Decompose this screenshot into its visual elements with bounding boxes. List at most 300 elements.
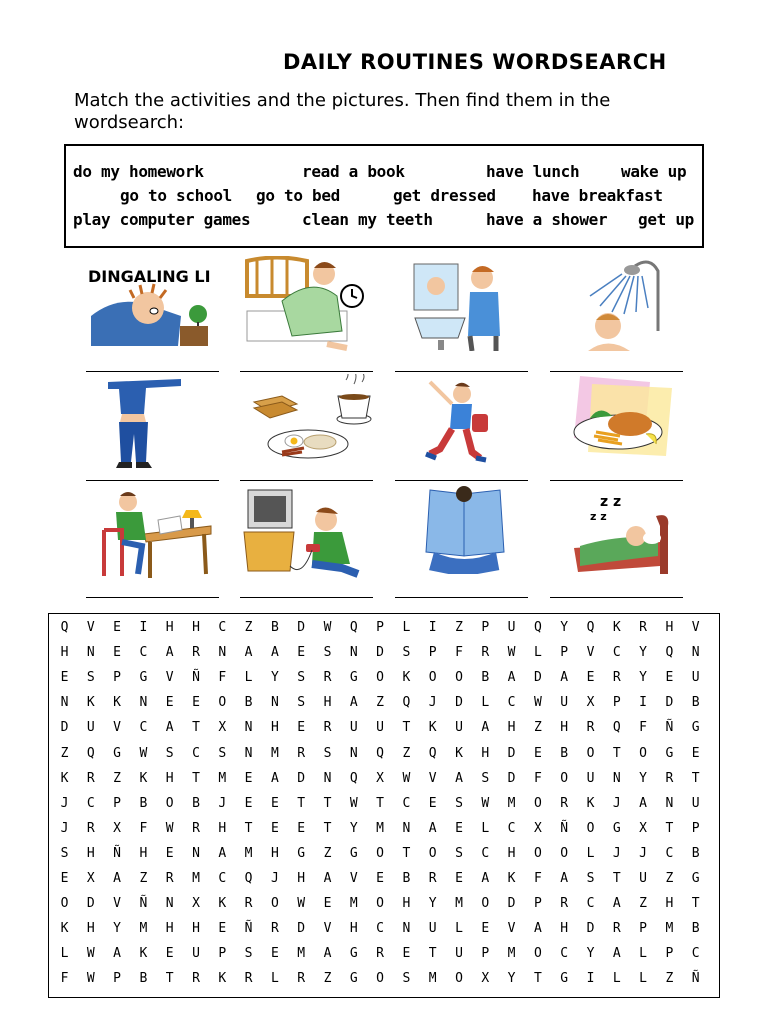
- grid-letter[interactable]: C: [612, 645, 621, 661]
- grid-letter[interactable]: L: [402, 620, 411, 635]
- grid-letter[interactable]: H: [139, 845, 148, 861]
- grid-letter[interactable]: E: [165, 845, 174, 861]
- grid-letter[interactable]: Q: [86, 745, 95, 761]
- grid-letter[interactable]: E: [60, 871, 69, 886]
- grid-letter[interactable]: F: [533, 871, 542, 886]
- grid-letter[interactable]: N: [244, 720, 253, 736]
- grid-letter[interactable]: U: [560, 695, 569, 711]
- grid-letter[interactable]: N: [192, 845, 200, 861]
- grid-letter[interactable]: E: [481, 921, 490, 937]
- grid-letter[interactable]: N: [270, 695, 279, 711]
- grid-letter[interactable]: F: [60, 971, 69, 987]
- grid-letter[interactable]: U: [86, 720, 95, 736]
- grid-letter[interactable]: G: [349, 946, 358, 962]
- grid-letter[interactable]: V: [428, 770, 437, 786]
- grid-letter[interactable]: R: [192, 971, 200, 987]
- grid-letter[interactable]: Q: [586, 620, 595, 635]
- grid-letter[interactable]: O: [270, 896, 279, 912]
- grid-letter[interactable]: Z: [244, 620, 253, 635]
- grid-letter[interactable]: R: [665, 770, 674, 786]
- grid-letter[interactable]: D: [297, 770, 306, 786]
- grid-letter[interactable]: B: [402, 871, 411, 886]
- grid-letter[interactable]: M: [349, 896, 358, 912]
- grid-letter[interactable]: Ñ: [192, 670, 200, 686]
- grid-letter[interactable]: S: [323, 745, 332, 761]
- grid-letter[interactable]: S: [297, 695, 306, 711]
- grid-letter[interactable]: F: [455, 645, 463, 661]
- grid-letter[interactable]: B: [691, 695, 700, 711]
- grid-letter[interactable]: N: [612, 770, 621, 786]
- answer-line[interactable]: [86, 597, 219, 598]
- grid-letter[interactable]: R: [323, 720, 332, 736]
- grid-letter[interactable]: T: [533, 971, 542, 987]
- grid-letter[interactable]: A: [165, 720, 174, 736]
- grid-letter[interactable]: Y: [270, 670, 279, 686]
- grid-letter[interactable]: S: [586, 871, 595, 886]
- grid-letter[interactable]: L: [60, 946, 69, 962]
- grid-letter[interactable]: P: [481, 620, 490, 635]
- grid-letter[interactable]: W: [139, 745, 148, 761]
- grid-letter[interactable]: Y: [349, 820, 358, 836]
- grid-letter[interactable]: P: [665, 946, 674, 962]
- grid-letter[interactable]: S: [165, 745, 174, 761]
- grid-letter[interactable]: Q: [428, 745, 437, 761]
- grid-letter[interactable]: M: [455, 896, 463, 912]
- grid-letter[interactable]: T: [165, 971, 174, 987]
- grid-letter[interactable]: F: [218, 670, 227, 686]
- grid-letter[interactable]: W: [297, 896, 306, 912]
- grid-letter[interactable]: R: [192, 820, 200, 836]
- grid-letter[interactable]: K: [507, 871, 516, 886]
- grid-letter[interactable]: Q: [533, 620, 542, 635]
- grid-letter[interactable]: E: [270, 820, 279, 836]
- grid-letter[interactable]: P: [113, 971, 121, 987]
- grid-letter[interactable]: K: [218, 971, 227, 987]
- grid-letter[interactable]: M: [665, 921, 674, 937]
- grid-letter[interactable]: G: [612, 820, 621, 836]
- grid-letter[interactable]: E: [270, 946, 279, 962]
- grid-letter[interactable]: R: [165, 871, 174, 886]
- grid-letter[interactable]: Q: [402, 695, 411, 711]
- grid-letter[interactable]: D: [297, 921, 306, 937]
- grid-letter[interactable]: H: [192, 620, 200, 635]
- grid-letter[interactable]: W: [402, 770, 411, 786]
- grid-letter[interactable]: A: [244, 645, 253, 661]
- grid-letter[interactable]: S: [297, 670, 306, 686]
- grid-letter[interactable]: D: [586, 921, 595, 937]
- grid-letter[interactable]: D: [507, 770, 516, 786]
- grid-letter[interactable]: O: [455, 670, 463, 686]
- grid-letter[interactable]: V: [165, 670, 174, 686]
- grid-letter[interactable]: G: [665, 745, 674, 761]
- grid-letter[interactable]: O: [60, 896, 69, 912]
- grid-letter[interactable]: D: [455, 695, 463, 711]
- grid-letter[interactable]: L: [481, 820, 490, 836]
- grid-letter[interactable]: H: [402, 896, 411, 912]
- grid-letter[interactable]: W: [165, 820, 174, 836]
- answer-line[interactable]: [86, 371, 219, 372]
- grid-letter[interactable]: G: [691, 720, 700, 736]
- grid-letter[interactable]: N: [402, 820, 411, 836]
- grid-letter[interactable]: V: [507, 921, 516, 937]
- grid-letter[interactable]: R: [428, 871, 437, 886]
- grid-letter[interactable]: M: [428, 971, 437, 987]
- grid-letter[interactable]: D: [533, 670, 542, 686]
- grid-letter[interactable]: E: [165, 946, 174, 962]
- grid-letter[interactable]: T: [612, 871, 621, 886]
- grid-letter[interactable]: R: [481, 645, 490, 661]
- grid-letter[interactable]: F: [139, 820, 148, 836]
- grid-letter[interactable]: J: [639, 845, 647, 861]
- grid-letter[interactable]: E: [165, 695, 174, 711]
- grid-letter[interactable]: R: [612, 670, 621, 686]
- grid-letter[interactable]: H: [60, 645, 69, 661]
- grid-letter[interactable]: T: [192, 720, 200, 736]
- grid-letter[interactable]: V: [586, 645, 595, 661]
- grid-letter[interactable]: E: [270, 795, 279, 811]
- grid-letter[interactable]: D: [60, 720, 69, 736]
- grid-letter[interactable]: X: [376, 770, 384, 786]
- grid-letter[interactable]: A: [165, 645, 174, 661]
- grid-letter[interactable]: A: [323, 871, 332, 886]
- grid-letter[interactable]: O: [376, 896, 384, 912]
- grid-letter[interactable]: D: [297, 620, 306, 635]
- grid-letter[interactable]: T: [428, 946, 437, 962]
- grid-letter[interactable]: R: [323, 670, 332, 686]
- grid-letter[interactable]: W: [86, 946, 95, 962]
- grid-letter[interactable]: G: [349, 971, 358, 987]
- grid-letter[interactable]: A: [612, 946, 621, 962]
- grid-letter[interactable]: O: [639, 745, 647, 761]
- grid-letter[interactable]: O: [533, 946, 542, 962]
- grid-letter[interactable]: A: [349, 695, 358, 711]
- grid-letter[interactable]: V: [349, 871, 358, 886]
- grid-letter[interactable]: D: [376, 645, 384, 661]
- grid-letter[interactable]: B: [244, 695, 253, 711]
- grid-letter[interactable]: E: [533, 745, 542, 761]
- grid-letter[interactable]: E: [244, 770, 253, 786]
- grid-letter[interactable]: E: [60, 670, 69, 686]
- grid-letter[interactable]: O: [218, 695, 227, 711]
- grid-letter[interactable]: P: [533, 896, 542, 912]
- grid-letter[interactable]: H: [270, 720, 279, 736]
- grid-letter[interactable]: O: [376, 845, 384, 861]
- grid-letter[interactable]: E: [691, 745, 700, 761]
- grid-letter[interactable]: B: [691, 845, 700, 861]
- grid-letter[interactable]: A: [481, 720, 490, 736]
- grid-letter[interactable]: M: [297, 946, 306, 962]
- grid-letter[interactable]: R: [244, 896, 253, 912]
- grid-letter[interactable]: J: [218, 795, 227, 811]
- grid-letter[interactable]: E: [376, 871, 384, 886]
- grid-letter[interactable]: L: [270, 971, 279, 987]
- grid-letter[interactable]: A: [560, 670, 569, 686]
- grid-letter[interactable]: A: [270, 770, 279, 786]
- grid-letter[interactable]: R: [639, 620, 647, 635]
- grid-letter[interactable]: I: [639, 695, 647, 711]
- grid-letter[interactable]: K: [113, 695, 121, 711]
- grid-letter[interactable]: K: [139, 770, 148, 786]
- grid-letter[interactable]: E: [218, 921, 227, 937]
- grid-letter[interactable]: Z: [402, 745, 411, 761]
- grid-letter[interactable]: P: [481, 946, 490, 962]
- grid-letter[interactable]: E: [402, 946, 411, 962]
- grid-letter[interactable]: E: [297, 645, 306, 661]
- grid-letter[interactable]: D: [507, 896, 516, 912]
- answer-line[interactable]: [395, 480, 528, 481]
- grid-letter[interactable]: K: [612, 620, 621, 635]
- grid-letter[interactable]: A: [455, 770, 463, 786]
- grid-letter[interactable]: T: [297, 795, 306, 811]
- grid-letter[interactable]: C: [218, 871, 227, 886]
- answer-line[interactable]: [240, 597, 373, 598]
- grid-letter[interactable]: Y: [428, 896, 437, 912]
- grid-letter[interactable]: Y: [586, 946, 595, 962]
- grid-letter[interactable]: O: [560, 770, 569, 786]
- answer-line[interactable]: [395, 371, 528, 372]
- grid-letter[interactable]: S: [218, 745, 227, 761]
- grid-letter[interactable]: A: [113, 946, 121, 962]
- grid-letter[interactable]: W: [349, 795, 358, 811]
- grid-letter[interactable]: S: [455, 795, 463, 811]
- grid-letter[interactable]: C: [139, 720, 148, 736]
- grid-letter[interactable]: E: [244, 795, 253, 811]
- grid-letter[interactable]: R: [560, 795, 569, 811]
- grid-letter[interactable]: Z: [60, 745, 69, 761]
- grid-letter[interactable]: V: [113, 896, 121, 912]
- grid-letter[interactable]: M: [376, 820, 384, 836]
- grid-letter[interactable]: P: [113, 670, 121, 686]
- grid-letter[interactable]: P: [612, 695, 621, 711]
- grid-letter[interactable]: O: [560, 845, 569, 861]
- grid-letter[interactable]: A: [481, 871, 490, 886]
- grid-letter[interactable]: N: [402, 921, 411, 937]
- grid-letter[interactable]: N: [86, 645, 95, 661]
- grid-letter[interactable]: Q: [376, 745, 384, 761]
- grid-letter[interactable]: Ñ: [560, 820, 569, 836]
- grid-letter[interactable]: K: [586, 795, 595, 811]
- grid-letter[interactable]: H: [218, 820, 227, 836]
- grid-letter[interactable]: H: [560, 921, 569, 937]
- grid-letter[interactable]: C: [691, 946, 700, 962]
- grid-letter[interactable]: S: [244, 946, 253, 962]
- answer-line[interactable]: [395, 597, 528, 598]
- grid-letter[interactable]: G: [139, 670, 148, 686]
- grid-letter[interactable]: R: [244, 971, 253, 987]
- grid-letter[interactable]: A: [218, 845, 227, 861]
- grid-letter[interactable]: U: [639, 871, 647, 886]
- grid-letter[interactable]: A: [639, 795, 647, 811]
- grid-letter[interactable]: U: [691, 795, 700, 811]
- grid-letter[interactable]: C: [402, 795, 411, 811]
- grid-letter[interactable]: O: [533, 795, 542, 811]
- grid-letter[interactable]: G: [691, 871, 700, 886]
- grid-letter[interactable]: T: [376, 795, 384, 811]
- grid-letter[interactable]: B: [192, 795, 200, 811]
- grid-letter[interactable]: S: [402, 645, 411, 661]
- grid-letter[interactable]: N: [244, 745, 253, 761]
- grid-letter[interactable]: R: [297, 971, 306, 987]
- grid-letter[interactable]: H: [86, 845, 95, 861]
- grid-letter[interactable]: Y: [560, 620, 569, 635]
- grid-letter[interactable]: W: [507, 645, 516, 661]
- grid-letter[interactable]: H: [165, 921, 174, 937]
- grid-letter[interactable]: E: [665, 670, 674, 686]
- grid-letter[interactable]: H: [192, 921, 200, 937]
- grid-letter[interactable]: Z: [665, 971, 674, 987]
- grid-letter[interactable]: B: [691, 921, 700, 937]
- grid-letter[interactable]: B: [270, 620, 279, 635]
- grid-letter[interactable]: C: [507, 695, 516, 711]
- grid-letter[interactable]: V: [323, 921, 332, 937]
- grid-letter[interactable]: V: [691, 620, 700, 635]
- grid-letter[interactable]: B: [481, 670, 490, 686]
- grid-letter[interactable]: G: [560, 971, 569, 987]
- answer-line[interactable]: [550, 480, 683, 481]
- grid-letter[interactable]: H: [349, 921, 358, 937]
- grid-letter[interactable]: N: [218, 645, 227, 661]
- answer-line[interactable]: [550, 371, 683, 372]
- grid-letter[interactable]: K: [218, 896, 227, 912]
- grid-letter[interactable]: X: [586, 695, 595, 711]
- grid-letter[interactable]: M: [507, 946, 516, 962]
- grid-letter[interactable]: L: [639, 946, 647, 962]
- grid-letter[interactable]: C: [376, 921, 384, 937]
- grid-letter[interactable]: E: [455, 871, 463, 886]
- grid-letter[interactable]: E: [455, 820, 463, 836]
- grid-letter[interactable]: R: [376, 946, 384, 962]
- answer-line[interactable]: [240, 480, 373, 481]
- grid-letter[interactable]: O: [376, 971, 384, 987]
- grid-letter[interactable]: A: [560, 871, 569, 886]
- grid-letter[interactable]: Z: [323, 845, 332, 861]
- grid-letter[interactable]: C: [481, 845, 490, 861]
- grid-letter[interactable]: O: [533, 845, 542, 861]
- grid-letter[interactable]: Q: [60, 620, 69, 635]
- grid-letter[interactable]: C: [665, 845, 674, 861]
- grid-letter[interactable]: N: [60, 695, 69, 711]
- grid-letter[interactable]: U: [507, 620, 516, 635]
- grid-letter[interactable]: G: [297, 845, 306, 861]
- grid-letter[interactable]: C: [560, 946, 569, 962]
- grid-letter[interactable]: O: [428, 670, 437, 686]
- grid-letter[interactable]: O: [428, 845, 437, 861]
- grid-letter[interactable]: E: [113, 645, 121, 661]
- grid-letter[interactable]: T: [323, 795, 332, 811]
- grid-letter[interactable]: K: [60, 921, 69, 937]
- grid-letter[interactable]: L: [455, 921, 463, 937]
- grid-letter[interactable]: R: [270, 921, 279, 937]
- grid-letter[interactable]: L: [639, 971, 647, 987]
- grid-letter[interactable]: T: [402, 720, 411, 736]
- grid-letter[interactable]: H: [507, 720, 516, 736]
- grid-letter[interactable]: P: [376, 620, 384, 635]
- grid-letter[interactable]: S: [323, 645, 332, 661]
- grid-letter[interactable]: G: [113, 745, 121, 761]
- grid-letter[interactable]: A: [428, 820, 437, 836]
- grid-letter[interactable]: K: [428, 720, 437, 736]
- grid-letter[interactable]: R: [86, 770, 95, 786]
- grid-letter[interactable]: R: [297, 745, 306, 761]
- grid-letter[interactable]: H: [270, 845, 279, 861]
- grid-letter[interactable]: X: [481, 971, 490, 987]
- grid-letter[interactable]: J: [612, 795, 621, 811]
- grid-letter[interactable]: L: [533, 645, 542, 661]
- grid-letter[interactable]: Q: [612, 720, 621, 736]
- grid-letter[interactable]: L: [481, 695, 490, 711]
- grid-letter[interactable]: P: [691, 820, 700, 836]
- grid-letter[interactable]: H: [297, 871, 306, 886]
- grid-letter[interactable]: S: [60, 845, 69, 861]
- grid-letter[interactable]: Ñ: [113, 845, 121, 861]
- grid-letter[interactable]: M: [139, 921, 148, 937]
- grid-letter[interactable]: P: [639, 921, 647, 937]
- grid-letter[interactable]: Z: [455, 620, 463, 635]
- grid-letter[interactable]: K: [402, 670, 411, 686]
- grid-letter[interactable]: D: [507, 745, 516, 761]
- grid-letter[interactable]: C: [586, 896, 595, 912]
- grid-letter[interactable]: O: [586, 745, 595, 761]
- grid-letter[interactable]: C: [507, 820, 516, 836]
- grid-letter[interactable]: T: [402, 845, 411, 861]
- grid-letter[interactable]: T: [691, 770, 700, 786]
- grid-letter[interactable]: Z: [376, 695, 384, 711]
- grid-letter[interactable]: W: [481, 795, 490, 811]
- grid-letter[interactable]: T: [244, 820, 253, 836]
- grid-letter[interactable]: H: [165, 770, 174, 786]
- grid-letter[interactable]: A: [612, 896, 621, 912]
- answer-line[interactable]: [86, 480, 219, 481]
- grid-letter[interactable]: O: [455, 971, 463, 987]
- grid-letter[interactable]: Y: [639, 770, 647, 786]
- grid-letter[interactable]: B: [139, 971, 148, 987]
- grid-letter[interactable]: V: [113, 720, 121, 736]
- grid-letter[interactable]: E: [297, 720, 306, 736]
- grid-letter[interactable]: N: [349, 645, 358, 661]
- grid-letter[interactable]: M: [270, 745, 279, 761]
- grid-letter[interactable]: R: [586, 720, 595, 736]
- grid-letter[interactable]: A: [507, 670, 516, 686]
- grid-letter[interactable]: F: [533, 770, 542, 786]
- grid-letter[interactable]: W: [86, 971, 95, 987]
- grid-letter[interactable]: Ñ: [139, 896, 148, 912]
- grid-letter[interactable]: Z: [665, 871, 674, 886]
- grid-letter[interactable]: Z: [323, 971, 332, 987]
- grid-letter[interactable]: E: [323, 896, 332, 912]
- grid-letter[interactable]: P: [113, 795, 121, 811]
- grid-letter[interactable]: S: [86, 670, 95, 686]
- grid-letter[interactable]: S: [402, 971, 411, 987]
- grid-letter[interactable]: H: [323, 695, 332, 711]
- grid-letter[interactable]: O: [376, 670, 384, 686]
- grid-letter[interactable]: E: [428, 795, 437, 811]
- grid-letter[interactable]: L: [586, 845, 595, 861]
- grid-letter[interactable]: L: [244, 670, 253, 686]
- grid-letter[interactable]: J: [60, 795, 69, 811]
- grid-letter[interactable]: N: [349, 745, 358, 761]
- grid-letter[interactable]: W: [533, 695, 542, 711]
- grid-letter[interactable]: J: [270, 871, 279, 886]
- grid-letter[interactable]: Q: [244, 871, 253, 886]
- grid-letter[interactable]: H: [665, 896, 674, 912]
- grid-letter[interactable]: R: [86, 820, 95, 836]
- grid-letter[interactable]: O: [165, 795, 174, 811]
- grid-letter[interactable]: H: [560, 720, 569, 736]
- grid-letter[interactable]: Z: [139, 871, 148, 886]
- grid-letter[interactable]: P: [428, 645, 437, 661]
- grid-letter[interactable]: U: [691, 670, 700, 686]
- grid-letter[interactable]: K: [60, 770, 69, 786]
